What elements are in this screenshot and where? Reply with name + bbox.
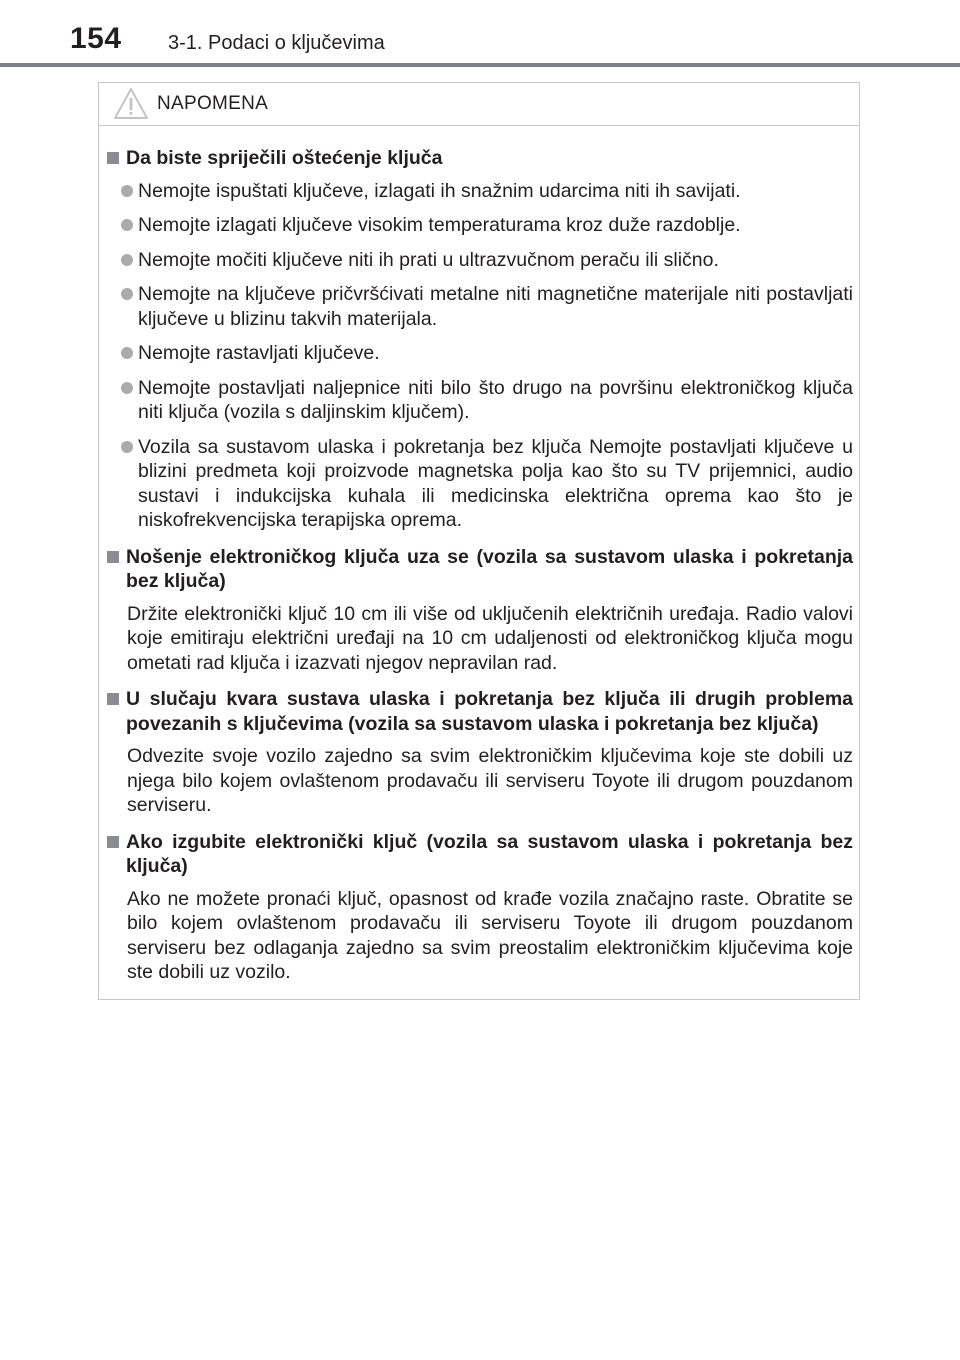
square-bullet-icon — [107, 836, 119, 848]
note-section-damage — [107, 146, 853, 533]
section-heading-text: U slučaju kvara sustava ulaska i pokretanja bez ključa ili drugih problema povezanih s ključevima (vozila sa sustavom ulaska i pokretanja bez ključa) — [126, 688, 853, 735]
list-item-text: Nemojte na ključeve pričvršćivati metalne niti magnetične materijale niti postavljati ključeve u blizinu takvih materijala. — [138, 283, 853, 330]
page-number: 154 — [70, 22, 122, 55]
warning-triangle-icon — [113, 87, 149, 121]
note-section-lost-key — [107, 830, 853, 985]
circle-bullet-icon — [121, 288, 133, 300]
section-heading-text: Ako izgubite elektronički ključ (vozila sa sustavom ulaska i pokretanja bez ključa) — [126, 830, 853, 877]
note-body — [99, 126, 859, 985]
section-heading — [107, 545, 853, 594]
list-item-text: Nemojte postavljati naljepnice niti bilo što drugo na površinu elektroničkog ključa niti ključa (vozila s daljinskim ključem). — [138, 376, 853, 423]
circle-bullet-icon — [121, 382, 133, 394]
section-paragraph: Odvezite svoje vozilo zajedno sa svim elektroničkim ključevima koje ste dobili uz njega bilo kojem ovlaštenom prodavaču ili serviseru Toyote ili drugom pouzdanom serviseru. — [127, 745, 853, 816]
list-item — [121, 213, 853, 238]
note-box — [98, 82, 860, 1000]
list-item — [121, 376, 853, 425]
header-divider — [0, 63, 960, 67]
note-header — [99, 83, 859, 126]
circle-bullet-icon — [121, 441, 133, 453]
circle-bullet-icon — [121, 254, 133, 266]
section-heading — [107, 687, 853, 736]
note-title: NAPOMENA — [157, 93, 269, 114]
list-item-text: Nemojte izlagati ključeve visokim temperaturama kroz duže razdoblje. — [138, 214, 741, 236]
circle-bullet-icon — [121, 185, 133, 197]
list-item — [121, 282, 853, 331]
list-item — [121, 179, 853, 204]
section-heading — [107, 146, 853, 171]
square-bullet-icon — [107, 693, 119, 705]
section-heading — [107, 830, 853, 879]
square-bullet-icon — [107, 551, 119, 563]
list-item — [121, 435, 853, 533]
circle-bullet-icon — [121, 219, 133, 231]
square-bullet-icon — [107, 152, 119, 164]
list-item — [121, 341, 853, 366]
section-paragraph: Držite elektronički ključ 10 cm ili više od uključenih električnih uređaja. Radio valovi koje emitiraju električni uređaji na 10 cm udaljenosti od elektroničkog ključa mogu ometati rad ključa i izazvati njegov nepravilan rad. — [127, 602, 853, 674]
circle-bullet-icon — [121, 347, 133, 359]
list-item — [121, 248, 853, 273]
list-item-text: Vozila sa sustavom ulaska i pokretanja bez ključa Nemojte postavljati ključeve u blizini predmeta koji proizvode magnetska polja kao što su TV prijemnici, audio sustavi i indukcijska kuhala ili medicinska električna oprema kao što je niskofrekvencijska terapijska oprema. — [138, 435, 853, 531]
note-section-carrying — [107, 545, 853, 676]
section-title: 3-1. Podaci o ključevima — [168, 32, 385, 54]
section-heading-text: Da biste spriječili oštećenje ključa — [126, 147, 443, 169]
list-item-text: Nemojte ispuštati ključeve, izlagati ih snažnim udarcima niti ih savijati. — [138, 179, 741, 202]
list-item-text: Nemojte močiti ključeve niti ih prati u ultrazvučnom peraču ili slično. — [138, 248, 719, 271]
section-paragraph: Ako ne možete pronaći ključ, opasnost od krađe vozila značajno raste. Obratite se bilo kojem ovlaštenom prodavaču ili serviseru Toyote ili drugom pouzdanom serviseru bez odlaganja zajedno sa svim preostalim elektroničkim ključevima koje ste dobili uz vozilo. — [127, 887, 853, 983]
note-section-malfunction — [107, 687, 853, 818]
page-header — [0, 0, 960, 70]
section-heading-text: Nošenje elektroničkog ključa uza se (vozila sa sustavom ulaska i pokretanja bez ključa) — [126, 545, 853, 592]
list-item-text: Nemojte rastavljati ključeve. — [138, 342, 380, 364]
